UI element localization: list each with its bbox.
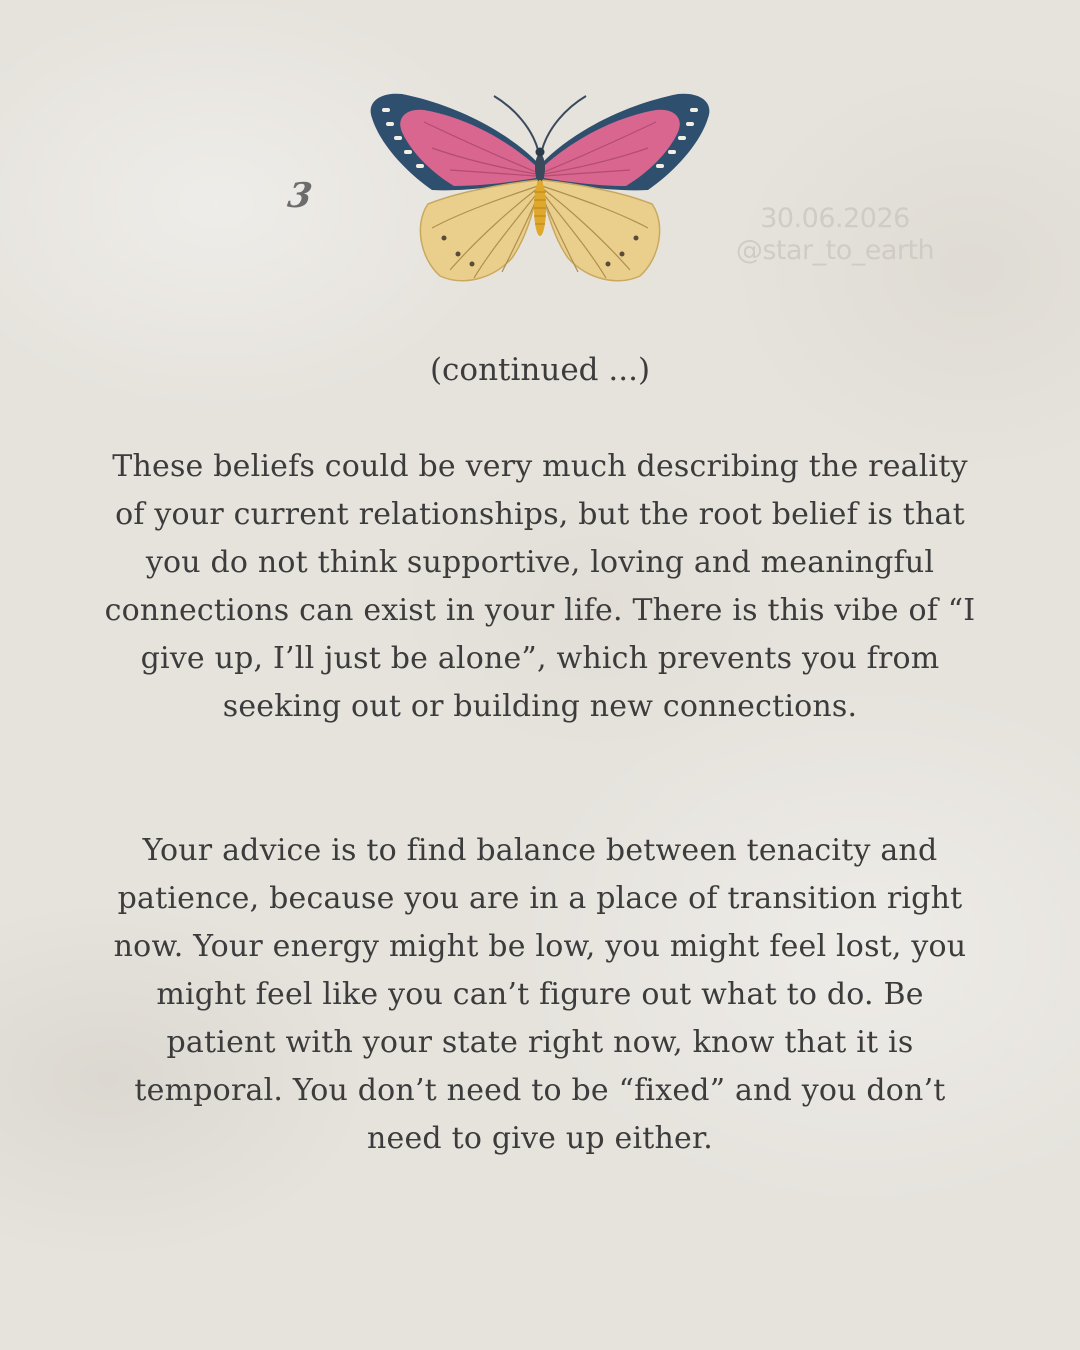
post-meta [700,203,970,267]
butterfly-icon [362,88,718,288]
author-handle: @star_to_earth [735,235,935,266]
page-number: 3 [285,176,315,216]
paragraph: Your advice is to find balance between tenacity and patience, because you are in a place of transition right now. Your energy might be low, you might feel lost, you might feel like you can’t figure out what to do. Be patient with your state right now, know that it is temporal. You don’t need to be “fixed” and you don’t need to give up either. [113,833,967,1156]
paragraph: These beliefs could be very much describing the reality of your current relationships, but the root belief is that you do not think supportive, loving and meaningful connections can exist in your life. There is this vibe of “I give up, I’ll just be alone”, which prevents you from seeking out or building new connections. [104,449,976,724]
post-date: 30.06.2026 [760,203,910,234]
continued-label: (continued ...) [429,352,651,388]
